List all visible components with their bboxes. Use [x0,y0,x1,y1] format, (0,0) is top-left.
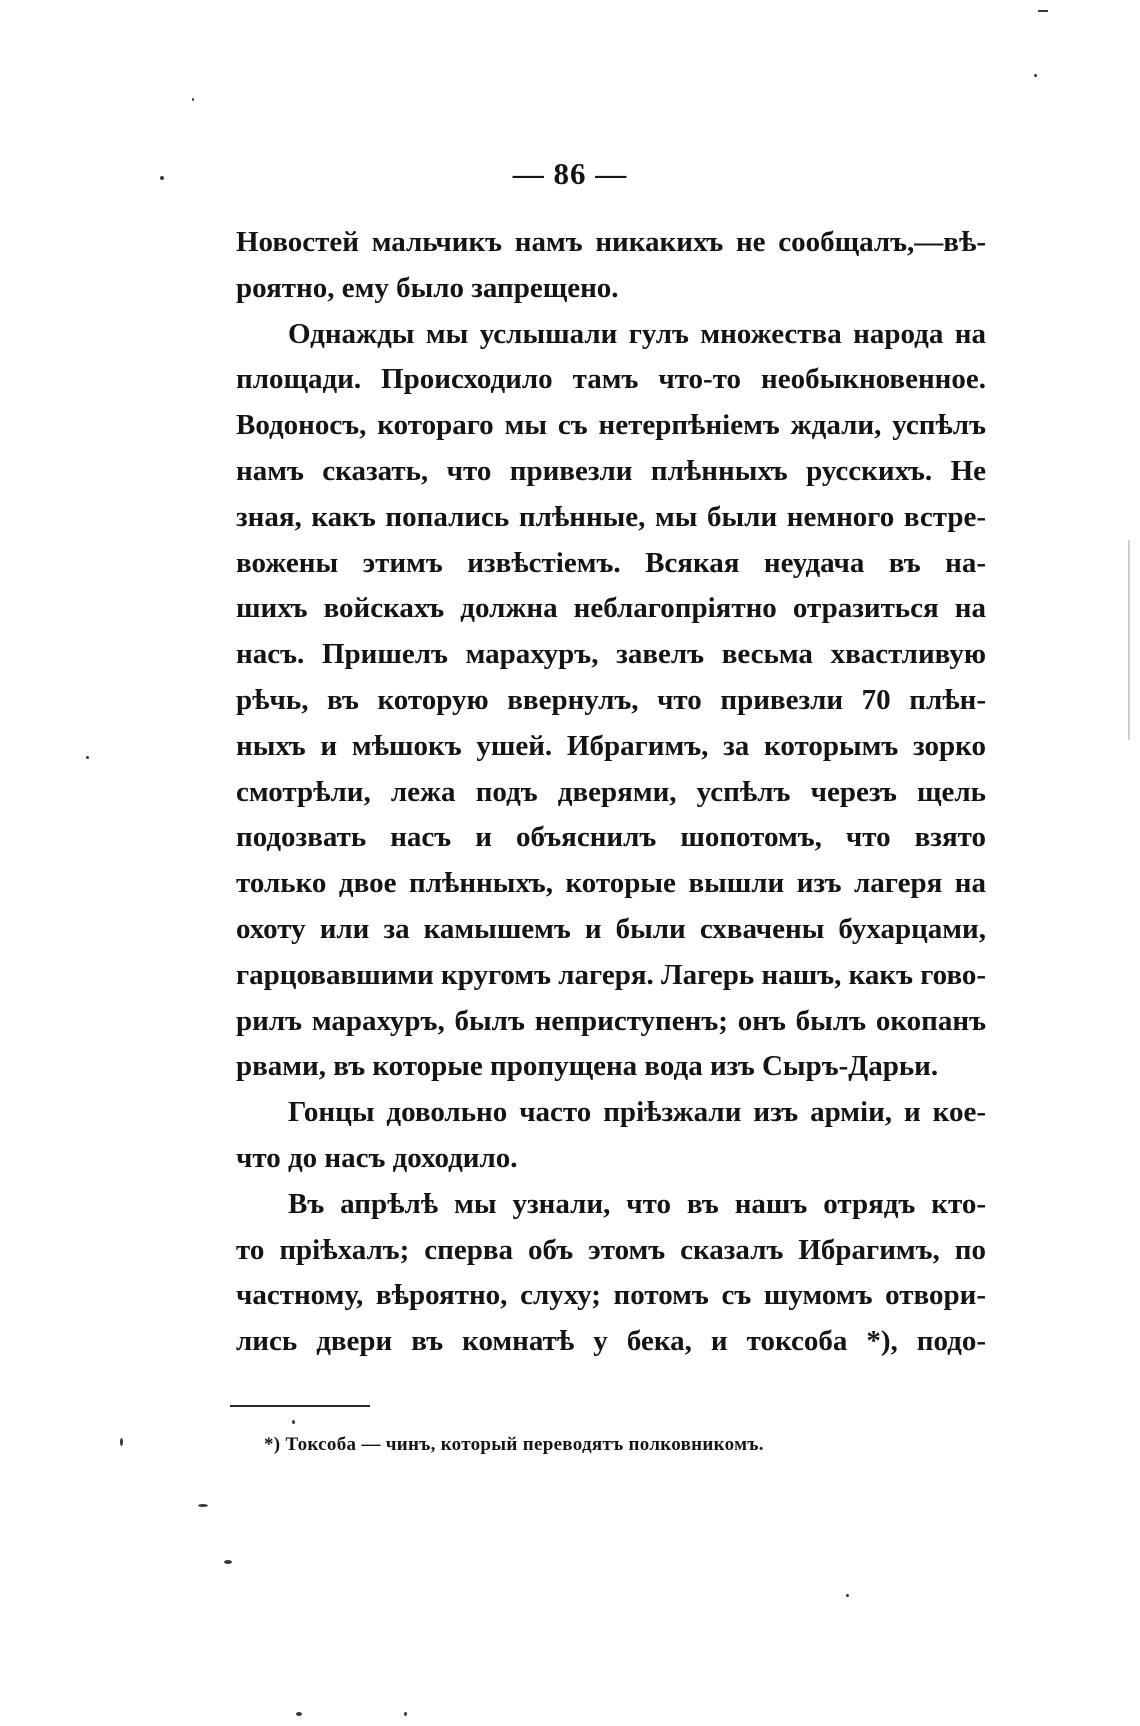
text-line: рвами, въ которые пропущена вода изъ Сыръ-Дарьи. [236,1050,939,1083]
scan-speck [846,1594,849,1597]
scan-speck [160,176,164,180]
scan-speck [1034,74,1037,77]
scan-speck [404,1712,407,1716]
text-line: лись двери въ комнатѣ у бека, и токсоба *), подо- [236,1325,986,1358]
scan-speck [86,756,89,759]
scan-speck [224,1560,232,1564]
text-line: гарцовавшими кругомъ лагеря. Лагерь нашъ, какъ гово- [236,958,986,991]
text-line: Однажды мы услышали гулъ множества народа на [288,317,986,350]
text-line: частному, вѣроятно, слуху; потомъ съ шумомъ отвори- [236,1279,986,1312]
text-line: рѣчь, въ которую ввернулъ, что привезли 70 плѣн- [236,683,986,716]
footnote: *) Токсоба — чинъ, который переводятъ полковникомъ. [264,1434,764,1455]
scan-speck [192,98,194,101]
text-line: шихъ войскахъ должна неблагопріятно отразиться на [236,592,986,625]
scan-speck [292,1420,295,1424]
scan-speck [296,1712,302,1716]
scan-speck [120,1438,123,1446]
text-line: намъ сказать, что привезли плѣнныхъ русскихъ. Не [236,454,986,487]
text-line: Гонцы довольно часто пріѣзжали изъ арміи, и кое- [288,1096,986,1129]
text-line: охоту или за камышемъ и были схвачены бухарцами, [236,912,986,945]
text-line: Въ апрѣлѣ мы узнали, что въ нашъ отрядъ кто- [288,1187,986,1220]
text-line: Новостей мальчикъ намъ никакихъ не сообщалъ,—вѣ- [236,226,986,258]
text-line: вожены этимъ извѣстіемъ. Всякая неудача въ на- [236,546,986,579]
footnote-divider [230,1405,370,1407]
text-line: подозвать насъ и объяснилъ шопотомъ, что взято [236,821,986,854]
scan-speck [1038,10,1048,12]
text-line: рилъ марахуръ, былъ неприступенъ; онъ былъ окопанъ [236,1004,986,1037]
page-number: — 86 — [512,156,628,191]
text-line: насъ. Пришелъ марахуръ, завелъ весьма хвастливую [236,638,986,671]
text-line: смотрѣли, лежа подъ дверями, успѣлъ черезъ щель [236,775,986,808]
scan-speck [198,1504,208,1507]
text-line: зная, какъ попались плѣнные, мы были немного встре- [236,500,986,533]
text-line: то пріѣхалъ; сперва объ этомъ сказалъ Ибрагимъ, по [236,1233,986,1266]
text-line: площади. Происходило тамъ что-то необыкновенное. [236,363,986,396]
text-line: что до насъ доходило. [236,1141,518,1174]
text-line: только двое плѣнныхъ, которые вышли изъ лагеря на [236,867,986,900]
text-line: ныхъ и мѣшокъ ушей. Ибрагимъ, за которымъ зорко [236,729,986,762]
body-text [236,220,986,1365]
text-line: роятно, ему было запрещено. [236,271,619,304]
scan-speck [1128,540,1130,740]
text-line: Водоносъ, котораго мы съ нетерпѣніемъ ждали, успѣлъ [236,409,986,442]
